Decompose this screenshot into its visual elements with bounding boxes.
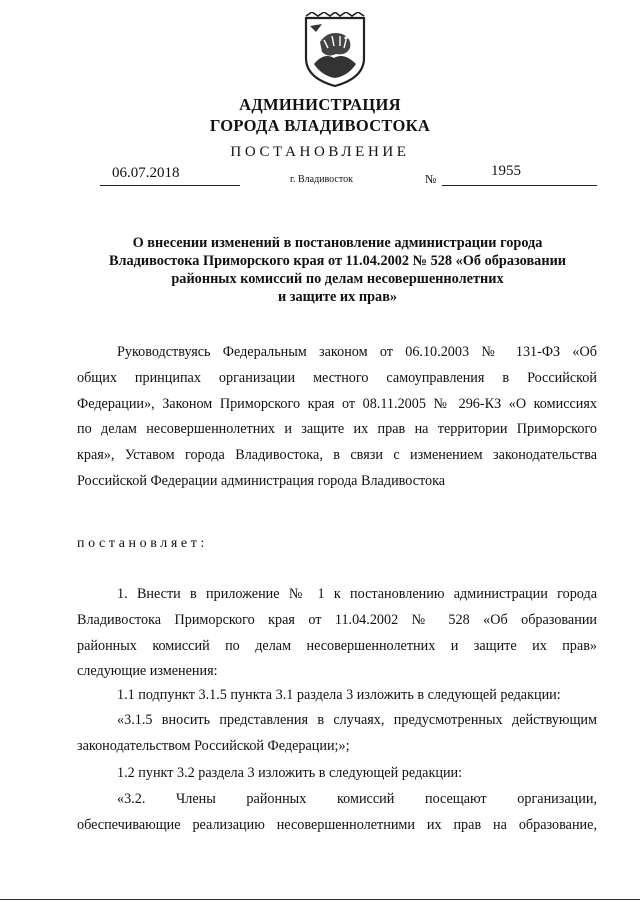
organization-name-line-2: ГОРОДА ВЛАДИВОСТОКА	[209, 116, 431, 135]
quote-1-paragraph	[77, 708, 597, 760]
subject-line: районных комиссий по делам несовершеннолетних	[171, 271, 504, 287]
quote-2-line: обеспечивающие реализацию несовершеннолетними их прав на образование,	[77, 816, 597, 833]
issuing-city: г. Владивосток	[290, 174, 353, 185]
item-1-1: 1.1 подпункт 3.1.5 пункта 3.1 раздела 3 изложить в следующей редакции:	[117, 687, 561, 703]
preamble-line: общих принципах организации местного самоуправления в Российской	[77, 369, 597, 386]
document-date: 06.07.2018	[112, 165, 180, 181]
item-1-line: Владивостока Приморского края от 11.04.2002 № 528 «Об образовании	[77, 611, 597, 628]
preamble-paragraph	[77, 340, 597, 495]
preamble-line: по делам несовершеннолетних и защите их прав на территории Приморского	[77, 421, 597, 438]
organization-name-line-1: АДМИНИСТРАЦИЯ	[239, 95, 401, 114]
subject-line: О внесении изменений в постановление администрации города	[132, 235, 543, 251]
quote-2-line: «3.2. Члены районных комиссий посещают организации,	[117, 791, 597, 807]
item-1-paragraph	[77, 582, 597, 685]
quote-1-line: «3.1.5 вносить представления в случаях, предусмотренных действующим	[117, 712, 597, 728]
decree-word: постановляет:	[77, 536, 208, 551]
city-coat-of-arms-emblem	[300, 12, 370, 90]
subject-line: и защите их прав»	[277, 289, 398, 305]
preamble-line: Российской Федерации администрация города Владивостока	[77, 472, 446, 489]
number-underline	[442, 185, 597, 186]
quote-1-line: законодательством Российской Федерации;»;	[77, 737, 350, 754]
item-1-line: следующие изменения:	[77, 663, 218, 680]
quote-2-paragraph	[77, 787, 597, 839]
item-1-line: 1. Внести в приложение № 1 к постановлению администрации города	[117, 586, 597, 602]
subject-line: Владивостока Приморского края от 11.04.2002 № 528 «Об образовании	[108, 253, 567, 269]
date-underline	[100, 185, 240, 186]
document-type-title: ПОСТАНОВЛЕНИЕ	[230, 144, 410, 160]
preamble-line: Федерации», Законом Приморского края от 08.11.2005 № 296-КЗ «О комиссиях	[77, 395, 597, 412]
document-number: 1955	[491, 163, 521, 179]
page-bottom-edge	[0, 899, 640, 900]
item-1-2: 1.2 пункт 3.2 раздела 3 изложить в следующей редакции:	[117, 765, 463, 781]
preamble-line: Руководствуясь Федеральным законом от 06.10.2003 № 131-ФЗ «Об	[117, 344, 597, 360]
item-1-line: районных комиссий по делам несовершеннолетних и защите их прав»	[77, 637, 597, 654]
number-sign: №	[425, 172, 437, 186]
preamble-line: края», Уставом города Владивостока, в связи с изменением законодательства	[77, 447, 597, 464]
document-subject	[80, 234, 595, 306]
